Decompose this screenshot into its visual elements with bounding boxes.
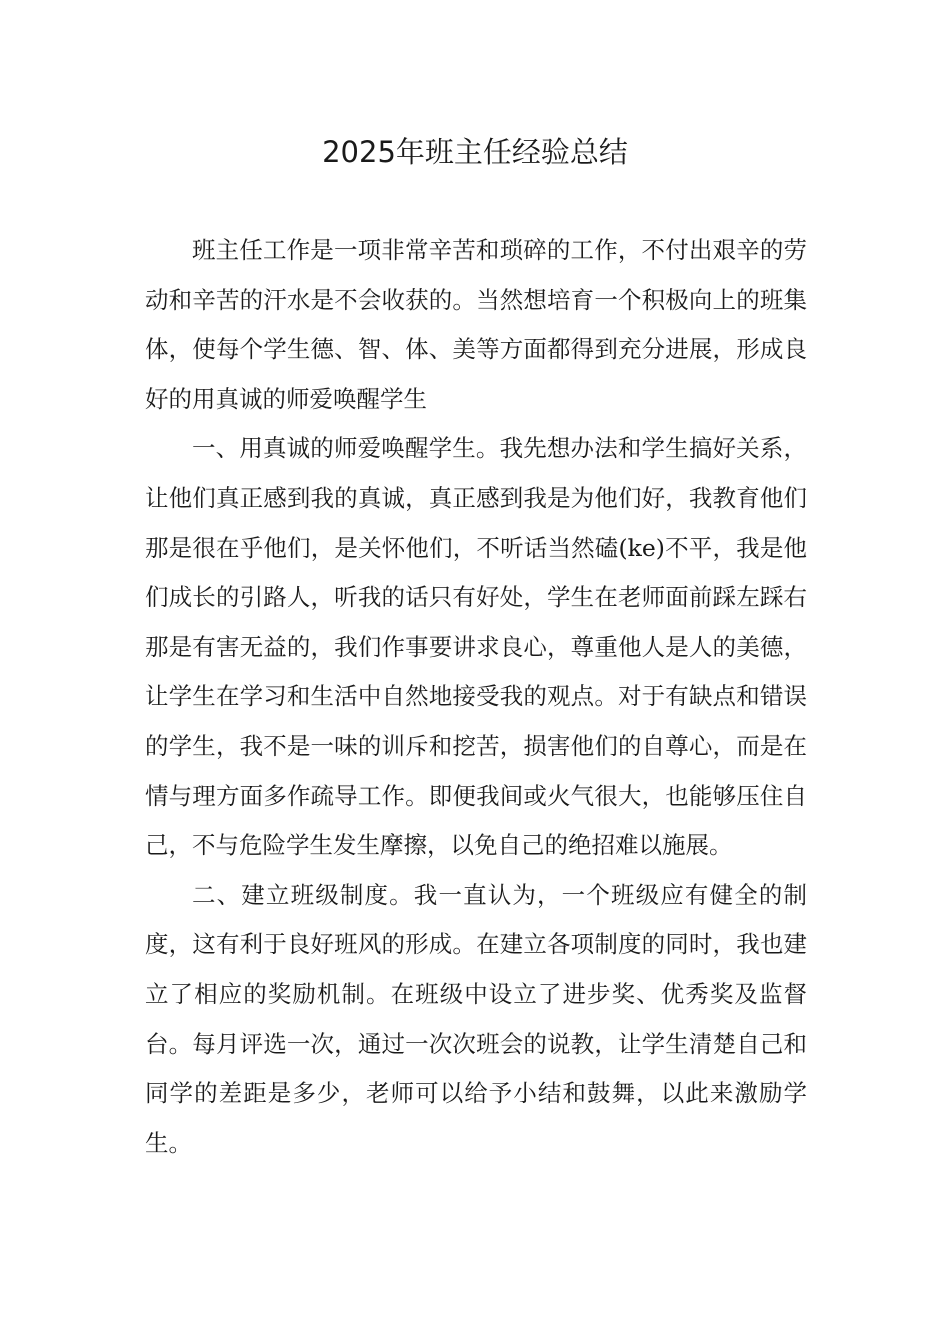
paragraph-section-two: 二、建立班级制度。我一直认为，一个班级应有健全的制度，这有利于良好班风的形成。在建立各项制度的同时，我也建立了相应的奖励机制。在班级中设立了进步奖、优秀奖及监督台。每月评选一次，通过一次次班会的说教，让学生清楚自己和同学的差距是多少，老师可以给予小结和鼓舞，以此来激励学生。 [145, 880, 807, 1157]
document-title: 2025年班主任经验总结 [322, 135, 628, 169]
document-body [145, 226, 807, 1168]
paragraph-section-one: 一、用真诚的师爱唤醒学生。我先想办法和学生搞好关系，让他们真正感到我的真诚，真正感到我是为他们好，我教育他们那是很在乎他们，是关怀他们，不听话当然磕(ke)不平，我是他们成长的引路人，听我的话只有好处，学生在老师面前踩左踩右那是有害无益的，我们作事要讲求良心，尊重他人是人的美德，让学生在学习和生活中自然地接受我的观点。对于有缺点和错误的学生，我不是一味的训斥和挖苦，损害他们的自尊心，而是在情与理方面多作疏导工作。即便我间或火气很大，也能够压住自己，不与危险学生发生摩擦，以免自己的绝招难以施展。 [145, 434, 807, 860]
paragraph-intro: 班主任工作是一项非常辛苦和琐碎的工作，不付出艰辛的劳动和辛苦的汗水是不会收获的。当然想培育一个积极向上的班集体，使每个学生德、智、体、美等方面都得到充分进展，形成良好的用真诚的师爱唤醒学生 [145, 236, 807, 413]
